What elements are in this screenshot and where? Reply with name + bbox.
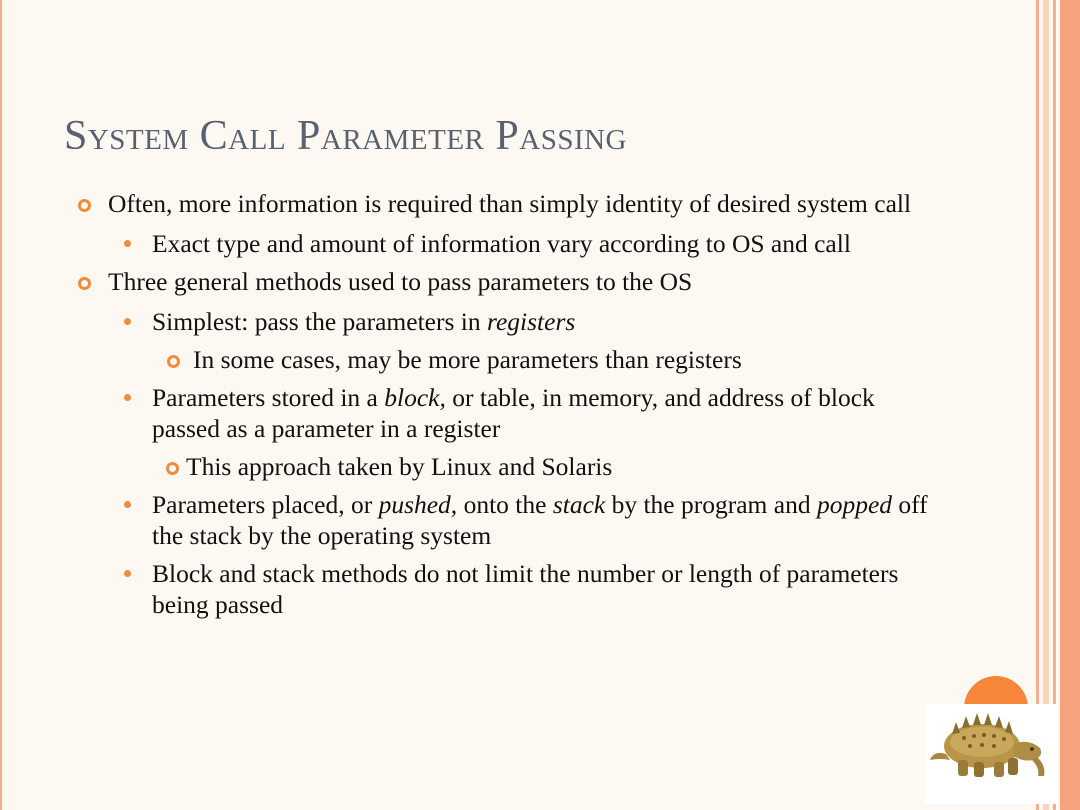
left-border xyxy=(0,0,2,810)
bullet-list xyxy=(78,188,928,627)
list-item: Parameters placed, or pushed, onto the stack by the program and popped off the stack by the operating system xyxy=(78,489,928,551)
list-item: This approach taken by Linux and Solaris xyxy=(78,451,928,482)
bullet-dot-icon xyxy=(124,570,131,577)
list-item: Exact type and amount of information vary according to OS and call xyxy=(78,228,928,259)
slide-title: System Call Parameter Passing xyxy=(64,113,627,159)
list-item: Block and stack methods do not limit the number or length of parameters being passed xyxy=(78,558,928,620)
list-item: In some cases, may be more parameters than registers xyxy=(78,344,928,375)
bullet-ring-icon xyxy=(78,199,91,212)
bullet-ring-icon xyxy=(166,462,179,475)
bullet-dot-icon xyxy=(124,318,131,325)
bullet-dot-icon xyxy=(124,394,131,401)
bullet-dot-icon xyxy=(124,501,131,508)
list-item: Three general methods used to pass parameters to the OS xyxy=(78,266,928,297)
bullet-ring-icon xyxy=(78,277,91,290)
bullet-ring-icon xyxy=(167,355,180,368)
dinosaur-icon xyxy=(928,708,1054,782)
bullet-dot-icon xyxy=(124,240,131,247)
list-item: Parameters stored in a block, or table, in memory, and address of block passed as a parameter in a register xyxy=(78,382,928,444)
list-item: Often, more information is required than simply identity of desired system call xyxy=(78,188,928,219)
list-item: Simplest: pass the parameters in registers xyxy=(78,306,928,337)
right-stripes xyxy=(1036,0,1080,810)
